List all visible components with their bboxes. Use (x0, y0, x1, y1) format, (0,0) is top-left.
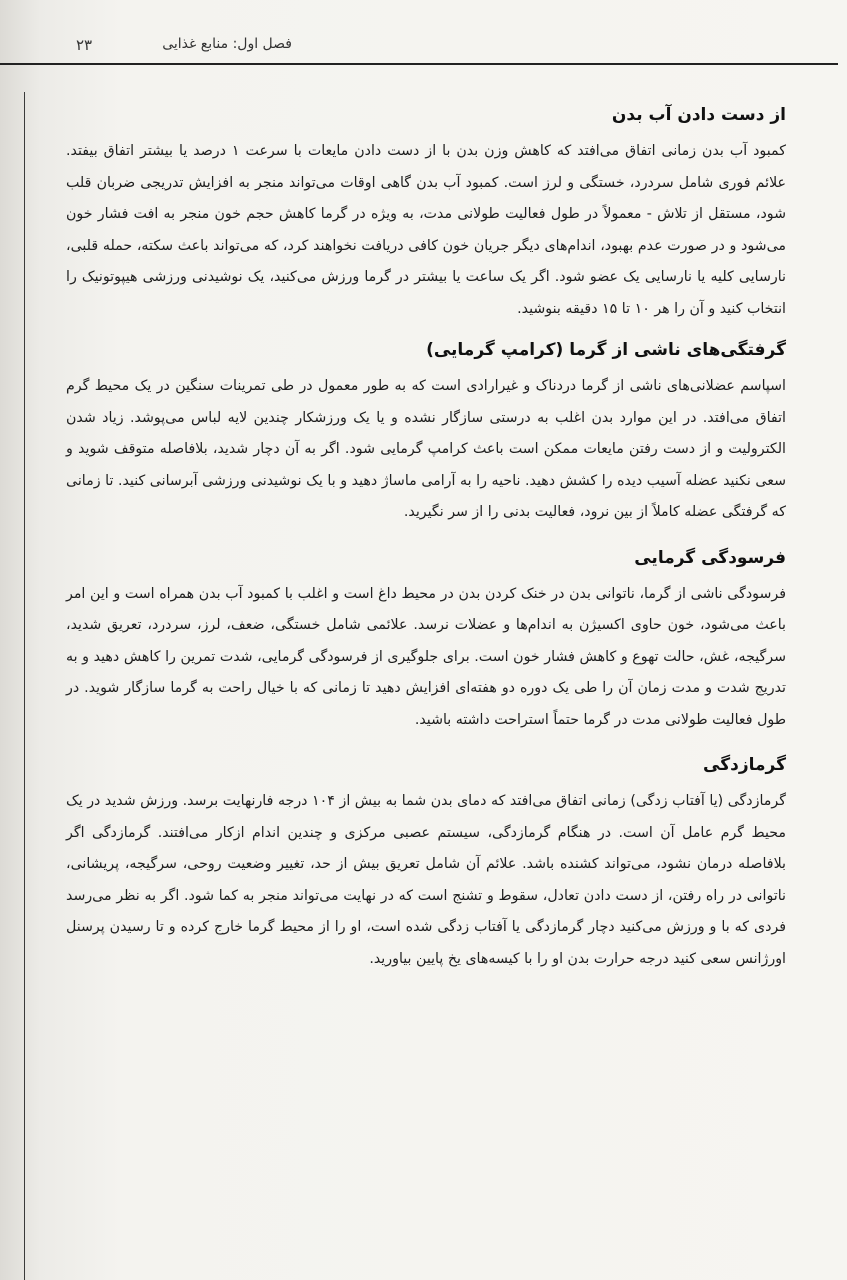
section-paragraph: کمبود آب بدن زمانی اتفاق می‌افتد که کاهش وزن بدن با از دست دادن مایعات با سرعت ۱ درصد یا بیشتر اتفاق بیفتد. علائم فوری شامل سردرد، خستگی و لرز است. کمبود آب بدن گاهی اوقات می‌تواند منجر به افزایش تدریجی ضربان قلب شود، مستقل از تلاش - معمولاً در طول فعالیت طولانی مدت، به ویژه در گرما کاهش حجم خون منجر به افت فشار خون می‌شود و در صورت عدم بهبود، اندام‌های دیگر جریان خون کافی دریافت نخواهند کرد، که می‌تواند باعث سکته، حمله قلبی، نارسایی کلیه یا نارسایی یک عضو شود. اگر یک ساعت یا بیشتر در گرما ورزش می‌کنید، یک نوشیدنی ورزشی هیپوتونیک را انتخاب کنید و آن را هر ۱۰ تا ۱۵ دقیقه بنوشید. (66, 143, 787, 317)
section-heat-exhaustion (66, 543, 786, 737)
section-dehydration (66, 100, 786, 325)
page-number: ۲۳ (76, 36, 93, 54)
page-body (66, 100, 786, 985)
section-heading: فرسودگی گرمایی (634, 547, 786, 568)
section-heading: از دست دادن آب بدن (611, 105, 786, 125)
section-heading: گرفتگی‌های ناشی از گرما (کرامپ گرمایی) (426, 340, 786, 360)
section-paragraph: اسپاسم عضلانی‌های ناشی از گرما دردناک و غیرارادی است که به طور معمول در طی تمرینات سنگین در یک محیط گرم اتفاق می‌افتد. در این موارد بدن اغلب به درستی سازگار نشده و یا یک ورزشکار چندین لایه لباس می‌پوشد. زیاد شدن الکترولیت و از دست رفتن مایعات ممکن است باعث کرامپ گرمایی شود. اگر به آن دچار شدید، بلافاصله متوقف شوید و سعی نکنید عضله آسیب دیده را کشش دهید. ناحیه را به آرامی ماساژ دهید و با یک نوشیدنی ورزشی آبرسانی کنید. تا زمانی که گرفتگی عضله کاملاً از بین نرود، فعالیت بدنی را از سر نگیرید. (66, 378, 786, 520)
running-head: فصل اول: منابع غذایی (162, 36, 292, 52)
section-paragraph: فرسودگی ناشی از گرما، ناتوانی بدن در خنک کردن بدن در محیط داغ است و اغلب با کمبود آب بدن همراه است و این امر باعث می‌شود، خون حاوی اکسیژن به اندام‌ها و عضلات نرسد. علائمی شامل خستگی، ضعف، لرز، سردرد، تعریق شدید، سرگیجه، غش، حالت تهوع و کاهش فشار خون است. برای جلوگیری از فرسودگی گرمایی، شدت تمرین را کاهش دهید و به تدریج شدت و مدت زمان آن را طی یک دوره دو هفته‌ای افزایش دهید تا زمانی که با خیال راحت به گرما سازگار شوید. در طول فعالیت طولانی مدت در گرما حتماً استراحت داشته باشید. (66, 585, 786, 728)
section-paragraph: گرمازدگی (یا آفتاب زدگی) زمانی اتفاق می‌افتد که دمای بدن شما به بیش از ۱۰۴ درجه فارنهایت برسد. ورزش شدید در یک محیط گرم عامل آن است. در هنگام گرمازدگی، سیستم عصبی مرکزی و چندین اندام ازکار می‌افتند. گرمازدگی اگر بلافاصله درمان نشود، می‌تواند کشنده باشد. علائم آن شامل تعریق بیش از حد، تغییر وضعیت روحی، سرگیجه، پریشانی، ناتوانی در راه رفتن، از دست دادن تعادل، سقوط و تشنج است که در نهایت می‌تواند منجر به کما شود. اگر به نظر می‌رسد فردی که با و ورزش می‌کنید دچار گرمازدگی یا آفتاب زدگی شده است، او را از محیط گرما خارج کرده و تا رسیدن پرسنل اورژانس سعی کنید درجه حرارت بدن او را با کیسه‌های یخ پایین بیاورید. (66, 793, 786, 967)
section-heatstroke (66, 750, 786, 975)
section-heading: گرمازدگی (703, 755, 786, 775)
gutter-rule (24, 92, 25, 1280)
header-rule (0, 63, 838, 65)
section-heat-cramps (66, 335, 786, 529)
